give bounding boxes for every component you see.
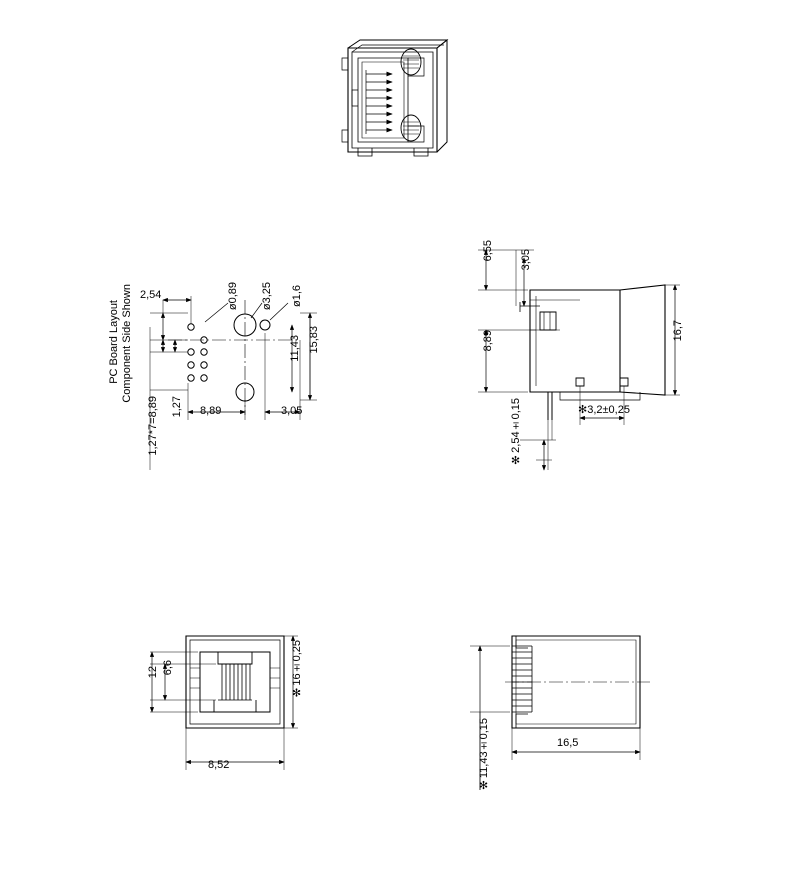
dim-305-side: 3,05	[520, 249, 532, 271]
dim-655: 6,55	[482, 240, 494, 262]
component-side-note: Component Side Shown	[121, 284, 133, 403]
dim-dia-325: ø3,25	[261, 282, 273, 311]
dim-254-tol: ✻2,54±0,15	[510, 398, 522, 466]
dim-1143: 11,43	[289, 335, 301, 362]
dim-32-tol: ✻3,2±0,25	[578, 404, 630, 416]
dim-66: 6,6	[162, 660, 174, 676]
dim-12: 12	[147, 666, 159, 679]
rear-view	[470, 636, 650, 790]
dim-852: 8,52	[208, 759, 230, 771]
pc-board-layout-view	[147, 296, 317, 470]
dim-127: 1,27	[171, 396, 183, 418]
dim-dia-16: ø1,6	[291, 285, 303, 308]
dim-889: 8,89	[200, 405, 222, 417]
dim-889-side: 8,89	[482, 330, 494, 352]
side-section-view	[478, 250, 680, 470]
dim-305: 3,05	[281, 405, 303, 417]
isometric-view	[342, 40, 447, 156]
front-view	[147, 636, 298, 770]
dim-167: 16,7	[672, 320, 684, 342]
pc-board-layout-note: PC Board Layout	[108, 300, 120, 384]
dim-dia-089: ø0,89	[227, 282, 239, 311]
dim-1583: 15,83	[308, 326, 320, 354]
dim-254: 2,54	[140, 289, 162, 301]
dim-1143-tol: ✻11,43±0,15	[478, 718, 490, 792]
dim-165: 16,5	[557, 737, 579, 749]
dim-127x7: 1,27*7=8,89	[147, 396, 159, 456]
dim-16-tol: ✻16±0,25	[291, 640, 303, 699]
